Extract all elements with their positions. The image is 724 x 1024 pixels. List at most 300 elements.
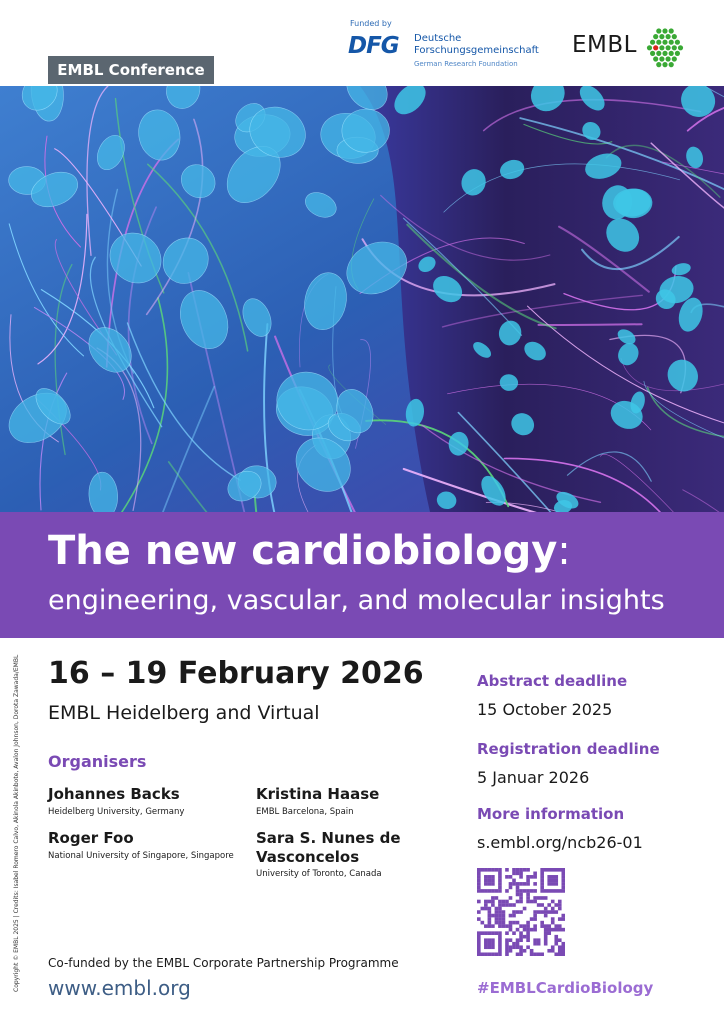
qr-module [554,889,558,893]
qr-module [526,893,530,897]
qr-module [540,868,544,872]
qr-module [519,900,523,904]
qr-module [495,889,499,893]
qr-module [484,952,488,956]
qr-module [505,931,509,935]
qr-module [533,872,537,876]
qr-module [554,875,558,879]
logo-dot [669,51,674,56]
title-colon: : [557,528,571,574]
qr-module [526,921,530,925]
qr-module [498,889,502,893]
qr-module [537,896,541,900]
logo-dot [672,56,677,61]
qr-module [561,945,565,949]
qr-module [516,938,520,942]
qr-module [505,900,509,904]
qr-module [491,938,495,942]
qr-module [495,921,499,925]
qr-module [540,875,544,879]
qr-module [530,928,534,932]
qr-module [561,928,565,932]
title-main: The new cardiobiology [48,528,558,574]
qr-module [547,924,551,928]
qr-module [516,868,520,872]
copyright-credits: Copyright © EMBL 2025 | Credits: Isabel Romero Calvo, Akinola Akinbote, Avalon Johnson, Dorota Zawada/EMBL [13,654,20,992]
qr-module [561,949,565,953]
qr-module [547,879,551,883]
qr-module [537,903,541,907]
qr-module [533,882,537,886]
qr-module [540,889,544,893]
qr-module [547,903,551,907]
qr-module [495,910,499,914]
qr-module [477,935,481,939]
qr-module [526,935,530,939]
hero-microscopy-image [0,86,724,512]
qr-module [484,903,488,907]
qr-module [484,938,488,942]
qr-module [512,945,516,949]
qr-module [477,868,481,872]
qr-module [477,942,481,946]
logo-dot [656,28,661,33]
qr-module [516,952,520,956]
qr-module [519,945,523,949]
qr-module [498,942,502,946]
embl-hexagon-logo-icon [641,24,689,72]
qr-module [502,917,506,921]
qr-module [558,903,562,907]
qr-module [491,952,495,956]
qr-module [505,868,509,872]
qr-module [512,872,516,876]
qr-module [512,879,516,883]
logo-dot [678,45,683,50]
qr-module [558,945,562,949]
website-link[interactable]: www.embl.org [48,976,191,1000]
qr-module [505,903,509,907]
qr-module [481,931,485,935]
qr-module [477,889,481,893]
qr-module [512,903,516,907]
logo-dot [659,56,664,61]
qr-module [502,900,506,904]
qr-module [484,945,488,949]
qr-module [484,907,488,911]
qr-module [491,942,495,946]
qr-module [558,924,562,928]
qr-module [509,938,513,942]
qr-module [512,931,516,935]
qr-module [558,900,562,904]
qr-module [540,872,544,876]
qr-module [491,896,495,900]
qr-module [481,952,485,956]
qr-module [491,903,495,907]
qr-module [488,914,492,918]
qr-module [516,872,520,876]
qr-module [491,914,495,918]
qr-module [551,945,555,949]
qr-module [509,921,513,925]
qr-module [530,875,534,879]
qr-module [491,945,495,949]
qr-module [484,900,488,904]
qr-module [488,882,492,886]
qr-module [530,949,534,953]
qr-module [540,952,544,956]
qr-module [551,917,555,921]
qr-module [509,945,513,949]
qr-module [519,893,523,897]
qr-module [477,917,481,921]
qr-module [488,938,492,942]
qr-module [523,868,527,872]
qr-module [516,942,520,946]
logo-dot [669,28,674,33]
qr-module [547,868,551,872]
qr-module [495,868,499,872]
qr-module [561,872,565,876]
qr-module [523,907,527,911]
logo-dot [672,34,677,39]
qr-module [547,875,551,879]
qr-module [488,879,492,883]
qr-module [544,935,548,939]
conference-hashtag: #EMBLCardioBiology [477,979,654,997]
qr-module [551,921,555,925]
qr-module [484,889,488,893]
logo-dot [650,51,655,56]
qr-module [551,928,555,932]
qr-module [498,935,502,939]
qr-module [554,903,558,907]
qr-module [526,900,530,904]
conference-badge: EMBL Conference [48,56,214,84]
qr-module [558,907,562,911]
qr-module [526,882,530,886]
qr-module [544,868,548,872]
qr-module [512,868,516,872]
qr-module [509,914,513,918]
qr-module [561,882,565,886]
qr-module [526,928,530,932]
logo-dot [647,45,652,50]
qr-module [516,945,520,949]
qr-module [544,928,548,932]
qr-module [505,875,509,879]
qr-module [526,924,530,928]
qr-module [505,945,509,949]
qr-module [498,910,502,914]
qr-module [533,896,537,900]
hero-fiber [539,324,642,325]
qr-module [509,928,513,932]
qr-module [488,945,492,949]
qr-module [554,942,558,946]
qr-module [498,952,502,956]
qr-module [498,921,502,925]
qr-module [484,868,488,872]
qr-module [509,924,513,928]
qr-module [540,921,544,925]
qr-module [554,910,558,914]
organiser-affiliation: Heidelberg University, Germany [48,807,185,817]
qr-module [488,868,492,872]
qr-module [551,900,555,904]
cofunded-note: Co-funded by the EMBL Corporate Partnership Programme [48,956,399,970]
qr-module [561,889,565,893]
qr-module [530,952,534,956]
qr-module [540,886,544,890]
dfg-name-line1: Deutsche [414,33,462,44]
qr-module [505,942,509,946]
qr-module [558,928,562,932]
logo-dot [662,62,667,67]
qr-module [488,900,492,904]
qr-module [498,907,502,911]
qr-module [540,882,544,886]
qr-module [530,889,534,893]
qr-module [498,900,502,904]
qr-module [477,938,481,942]
qr-module [502,910,506,914]
dfg-name-line2: Forschungsgemeinschaft [414,45,539,56]
qr-module [547,931,551,935]
qr-module [488,952,492,956]
qr-module [523,928,527,932]
more-information-link[interactable]: s.embl.org/ncb26-01 [477,833,643,852]
qr-module [512,910,516,914]
conference-subtitle: engineering, vascular, and molecular insights [48,585,665,616]
qr-code-icon[interactable] [477,868,565,956]
qr-module [519,931,523,935]
qr-module [509,882,513,886]
qr-module [495,914,499,918]
qr-module [509,886,513,890]
qr-module [516,886,520,890]
qr-module [519,924,523,928]
qr-module [477,910,481,914]
qr-module [561,875,565,879]
qr-module [477,886,481,890]
qr-module [516,910,520,914]
qr-module [540,910,544,914]
qr-module [484,875,488,879]
logo-dot [662,40,667,45]
qr-module [544,931,548,935]
qr-module [519,935,523,939]
qr-module [477,882,481,886]
qr-module [484,924,488,928]
qr-module [544,889,548,893]
logo-dot [653,34,658,39]
qr-module [554,952,558,956]
logo-dot [662,28,667,33]
registration-deadline-heading: Registration deadline [477,740,660,758]
qr-module [526,931,530,935]
qr-module [498,938,502,942]
qr-module [551,868,555,872]
qr-module [554,879,558,883]
embl-logo-text: EMBL [572,32,637,58]
qr-module [519,875,523,879]
qr-module [519,882,523,886]
qr-module [498,914,502,918]
qr-module [502,914,506,918]
qr-module [498,949,502,953]
qr-module [547,910,551,914]
qr-module [533,914,537,918]
logo-dot [656,51,661,56]
qr-module [533,938,537,942]
logo-dot [656,40,661,45]
qr-module [498,917,502,921]
qr-module [551,889,555,893]
abstract-deadline-date: 15 October 2025 [477,700,613,719]
qr-module [498,931,502,935]
qr-module [488,889,492,893]
qr-module [519,910,523,914]
more-information-heading: More information [477,805,625,823]
qr-module [484,942,488,946]
logo-dot [653,56,658,61]
qr-module [512,882,516,886]
qr-module [519,889,523,893]
qr-module [512,914,516,918]
qr-module [488,924,492,928]
qr-module [558,917,562,921]
qr-module [540,903,544,907]
qr-module [558,952,562,956]
organiser-name: Roger Foo [48,829,134,847]
qr-module [505,952,509,956]
qr-module [561,868,565,872]
qr-module [509,875,513,879]
qr-module [488,907,492,911]
logo-dot [669,62,674,67]
logo-dot [666,56,671,61]
qr-module [512,921,516,925]
logo-dot [662,51,667,56]
organiser-name: Sara S. Nunes de Vasconcelos [256,829,401,866]
qr-module [512,942,516,946]
qr-module [491,875,495,879]
qr-module [544,910,548,914]
qr-module [526,896,530,900]
organisers-heading: Organisers [48,752,147,771]
event-venue: EMBL Heidelberg and Virtual [48,702,320,724]
qr-module [547,882,551,886]
qr-module [488,910,492,914]
qr-module [554,924,558,928]
qr-module [554,928,558,932]
qr-module [481,921,485,925]
qr-module [551,907,555,911]
qr-module [516,900,520,904]
qr-module [498,945,502,949]
qr-module [551,882,555,886]
logo-dot [672,45,677,50]
qr-module [537,942,541,946]
organiser-name: Kristina Haase [256,785,380,803]
qr-module [544,914,548,918]
qr-module [537,910,541,914]
qr-module [477,872,481,876]
qr-module [523,935,527,939]
qr-module [481,889,485,893]
qr-module [491,900,495,904]
qr-module [526,889,530,893]
qr-module [495,952,499,956]
organiser-affiliation: National University of Singapore, Singapore [48,851,234,861]
qr-module [498,875,502,879]
qr-module [495,896,499,900]
qr-module [533,917,537,921]
qr-module [502,903,506,907]
qr-module [554,868,558,872]
qr-module [561,942,565,946]
qr-module [523,889,527,893]
qr-module [481,868,485,872]
qr-module [484,879,488,883]
qr-module [481,907,485,911]
logo-dot [675,51,680,56]
qr-module [505,924,509,928]
qr-module [484,882,488,886]
qr-module [544,896,548,900]
qr-module [561,886,565,890]
qr-module [484,931,488,935]
qr-module [544,938,548,942]
qr-module [505,949,509,953]
organiser-affiliation: EMBL Barcelona, Spain [256,807,354,817]
qr-module [491,931,495,935]
qr-module [477,945,481,949]
event-dates: 16 – 19 February 2026 [48,656,424,691]
qr-module [516,928,520,932]
qr-module [533,900,537,904]
logo-dot [666,34,671,39]
qr-module [533,928,537,932]
qr-module [547,928,551,932]
qr-module [491,882,495,886]
qr-module [547,889,551,893]
qr-module [505,938,509,942]
logo-dot [659,34,664,39]
qr-module [558,868,562,872]
qr-module [530,917,534,921]
qr-module [551,875,555,879]
logo-dot [656,62,661,67]
abstract-deadline-heading: Abstract deadline [477,672,628,690]
qr-module [491,879,495,883]
qr-module [533,875,537,879]
qr-module [537,952,541,956]
logo-dot [653,45,658,50]
qr-module [537,938,541,942]
qr-module [544,907,548,911]
qr-module [498,924,502,928]
qr-module [561,952,565,956]
qr-module [533,924,537,928]
qr-module [477,949,481,953]
qr-module [516,889,520,893]
logo-dot [659,45,664,50]
qr-module [526,875,530,879]
qr-module [498,879,502,883]
